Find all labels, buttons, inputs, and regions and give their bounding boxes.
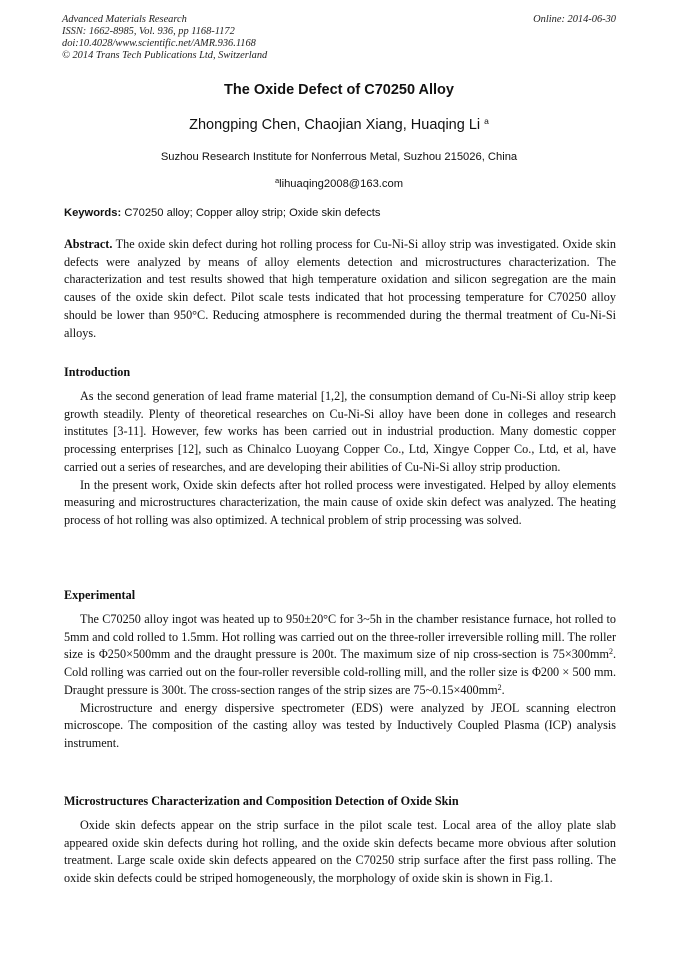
journal-issn: ISSN: 1662-8985, Vol. 936, pp 1168-1172 xyxy=(62,26,235,37)
email-address: lihuaqing2008@163.com xyxy=(279,178,404,190)
introduction-body xyxy=(64,388,616,530)
abstract-text: The oxide skin defect during hot rolling process for Cu-Ni-Si alloy strip was investigated. Oxide skin defects were analyzed by means of alloy elements detection and microstructures characterization. The characterization and test results showed that high temperature oxidation and silicon segregation are the main causes of the oxide skin defect. Pilot scale tests indicated that hot processing temperature for C70250 alloy should be lower than 950°C. Reducing atmosphere is recommended during the thermal treatment of Cu-Ni-Si alloys. xyxy=(64,237,617,340)
journal-name: Advanced Materials Research xyxy=(62,14,187,25)
journal-header xyxy=(62,14,616,62)
introduction-paragraph-2: In the present work, Oxide skin defects after hot rolled process were investigated. Helped by alloy elements measuring and microstructures characterization, the main cause of oxide skin defect was analyzed. The heating process of hot rolling was also optimized. A technical problem of strip processing was solved. xyxy=(64,477,616,527)
experimental-body xyxy=(64,611,616,753)
section-heading-introduction: Introduction xyxy=(64,365,131,379)
online-date: Online: 2014-06-30 xyxy=(533,14,616,25)
experimental-paragraph-2: Microstructure and energy dispersive spectrometer (EDS) were analyzed by JEOL scanning electron microscope. The composition of the casting alloy was tested by Inductively Coupled Plasma (ICP) analysis instrument. xyxy=(64,700,616,750)
author-list xyxy=(0,116,678,133)
microstructures-body xyxy=(64,817,616,888)
abstract-label: Abstract. xyxy=(64,237,113,251)
abstract xyxy=(64,236,616,342)
keywords-text: C70250 alloy; Copper alloy strip; Oxide skin defects xyxy=(124,207,381,219)
author-affiliation-mark: a xyxy=(484,116,489,126)
author-names: Zhongping Chen, Chaojian Xiang, Huaqing Li xyxy=(189,117,481,133)
keywords xyxy=(64,207,616,219)
journal-doi: doi:10.4028/www.scientific.net/AMR.936.1168 xyxy=(62,38,256,49)
section-heading-experimental: Experimental xyxy=(64,588,136,602)
microstructures-paragraph-1: Oxide skin defects appear on the strip surface in the pilot scale test. Local area of the alloy plate slab appeared oxide skin defects during hot rolling, and the oxide skin defects became more obvious after solution treatment. Large scale oxide skin defects appeared on the C70250 strip surface after the first pass rolling. The oxide skin defects could be striped homogeneously, the morphology of oxide skin is shown in Fig.1. xyxy=(64,818,616,886)
journal-copyright: © 2014 Trans Tech Publications Ltd, Switzerland xyxy=(62,50,268,61)
section-heading-microstructures: Microstructures Characterization and Composition Detection of Oxide Skin xyxy=(64,794,459,808)
paper-title: The Oxide Defect of C70250 Alloy xyxy=(224,82,454,98)
keywords-label: Keywords: xyxy=(64,207,122,219)
introduction-paragraph-1: As the second generation of lead frame material [1,2], the consumption demand of Cu-Ni-Si alloy strip keep growth steadily. Plenty of theoretical researches on Cu-Ni-Si alloy have been done in colleges and research institutes [3-11]. However, few works has been carried out in industrial production. Many domestic copper processing enterprises [12], such as Chinalco Luoyang Copper Co., Ltd, Xingye Copper Co., Ltd, et al, have carried out a series of researches, and are developing their abilities of Cu-Ni-Si alloy strip production. xyxy=(64,389,616,474)
affiliation: Suzhou Research Institute for Nonferrous Metal, Suzhou 215026, China xyxy=(160,151,518,163)
experimental-paragraph-1: The C70250 alloy ingot was heated up to 950±20°C for 3~5h in the chamber resistance furnace, hot rolled to 5mm and cold rolled to 1.5mm. Hot rolling was carried out on the three-roller irreversible rolling mill. The roller size is Φ250×500mm and the draught pressure is 200t. The maximum size of nip cross-section is $75\times 300mm^2$. Cold rolling was carried out on the four-roller reversible cold-rolling mill, and the roller size is Φ200 × 500 mm. Draught pressure is 300t. The cross-section ranges of the strip sizes are $75\sim 0.15\times 400mm^2$. xyxy=(64,612,616,697)
email-affiliation-mark: a xyxy=(274,176,280,185)
author-email xyxy=(0,176,678,190)
